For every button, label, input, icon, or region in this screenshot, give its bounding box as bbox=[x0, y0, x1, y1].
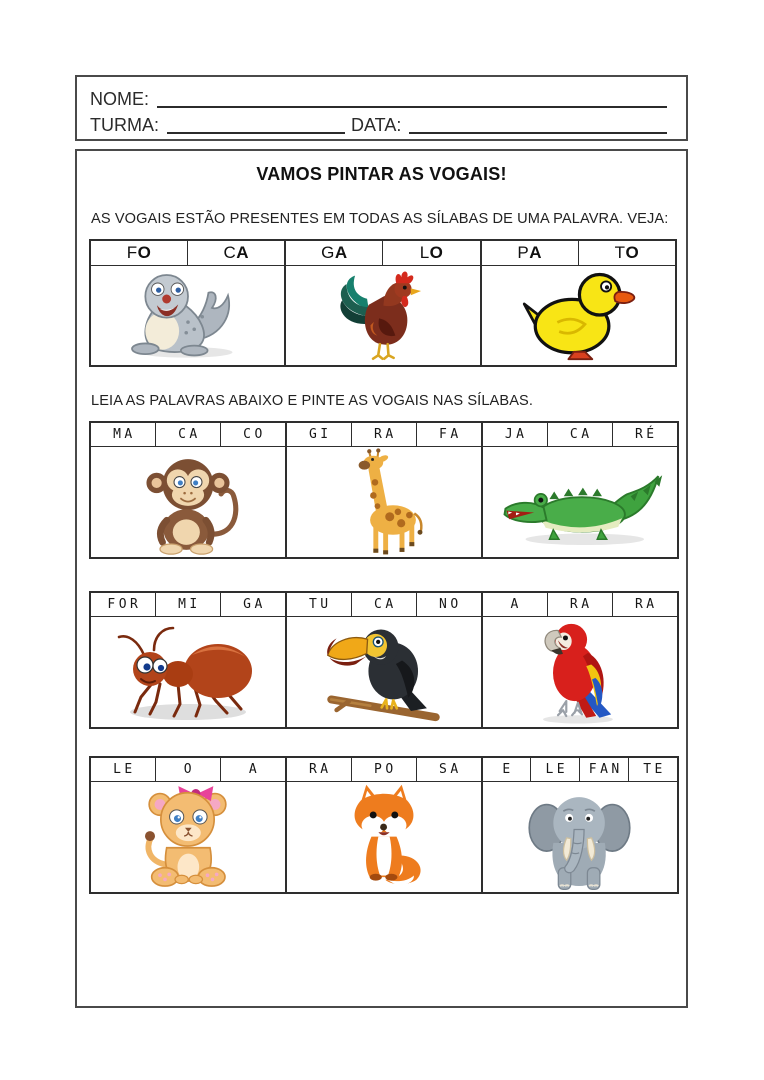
syllable-cell: RA bbox=[351, 422, 416, 446]
syllable-cell: E bbox=[482, 757, 531, 781]
student-info-box bbox=[75, 75, 688, 141]
name-label: NOME: bbox=[90, 89, 150, 110]
syllable-cell bbox=[90, 240, 188, 265]
foca-image-cell bbox=[90, 265, 285, 366]
syllable-consonant: L bbox=[419, 242, 430, 262]
fox-illustration bbox=[330, 783, 438, 891]
syllable-vowel: O bbox=[429, 242, 444, 262]
syllable-vowel: O bbox=[625, 242, 640, 262]
syllable-consonant: C bbox=[223, 242, 237, 262]
syllable-cell: FA bbox=[416, 422, 481, 446]
arara-image-cell bbox=[482, 616, 678, 728]
syllable-cell bbox=[481, 240, 579, 265]
name-blank-line bbox=[157, 90, 667, 108]
syllable-cell: CA bbox=[351, 592, 416, 616]
syllable-cell: CA bbox=[547, 422, 612, 446]
giraffe-illustration bbox=[338, 448, 430, 556]
syllable-cell: TU bbox=[286, 592, 351, 616]
macaco-image-cell bbox=[90, 446, 286, 558]
syllable-consonant: G bbox=[321, 242, 335, 262]
seal-illustration bbox=[108, 269, 268, 361]
syllable-cell: A bbox=[482, 592, 547, 616]
syllable-cell: TE bbox=[629, 757, 678, 781]
syllable-cell: RA bbox=[547, 592, 612, 616]
date-blank-line bbox=[409, 116, 667, 134]
syllable-consonant: F bbox=[126, 242, 138, 262]
pato-image-cell bbox=[481, 265, 676, 366]
elefante-image-cell bbox=[482, 781, 678, 893]
worksheet-body bbox=[75, 149, 688, 1008]
activity-table-2 bbox=[89, 591, 679, 729]
girafa-image-cell bbox=[286, 446, 482, 558]
activity-table-3 bbox=[89, 756, 679, 894]
example-instruction: AS VOGAIS ESTÃO PRESENTES EM TODAS AS SÍLABAS DE UMA PALAVRA. VEJA: bbox=[91, 211, 669, 227]
syllable-cell bbox=[578, 240, 676, 265]
syllable-cell bbox=[188, 240, 286, 265]
leoa-image-cell bbox=[90, 781, 286, 893]
image-row bbox=[90, 781, 678, 893]
syllable-cell: LE bbox=[531, 757, 580, 781]
activity-instruction: LEIA AS PALAVRAS ABAIXO E PINTE AS VOGAIS NAS SÍLABAS. bbox=[91, 393, 534, 409]
syllable-cell: CA bbox=[155, 422, 220, 446]
rooster-illustration bbox=[325, 267, 440, 363]
date-label: DATA: bbox=[351, 115, 402, 136]
syllable-cell bbox=[285, 240, 383, 265]
syllable-cell: LE bbox=[90, 757, 155, 781]
name-row bbox=[90, 84, 673, 110]
syllable-cell: RA bbox=[612, 592, 677, 616]
syllable-cell: MA bbox=[90, 422, 155, 446]
syllable-row bbox=[90, 592, 678, 616]
syllable-consonant: P bbox=[517, 242, 530, 262]
formiga-image-cell bbox=[90, 616, 286, 728]
macaw-illustration bbox=[520, 618, 640, 726]
syllable-cell: RÉ bbox=[612, 422, 677, 446]
syllable-vowel: A bbox=[334, 242, 348, 262]
syllable-cell: PO bbox=[351, 757, 416, 781]
galo-image-cell bbox=[285, 265, 480, 366]
syllable-cell: MI bbox=[155, 592, 220, 616]
syllable-row bbox=[90, 757, 678, 781]
ant-illustration bbox=[108, 619, 268, 724]
class-label: TURMA: bbox=[90, 115, 159, 136]
activity-table-1 bbox=[89, 421, 679, 559]
syllable-cell: FAN bbox=[580, 757, 629, 781]
example-syllable-row bbox=[90, 240, 676, 265]
tucano-image-cell bbox=[286, 616, 482, 728]
syllable-vowel: O bbox=[137, 242, 152, 262]
syllable-cell: CO bbox=[221, 422, 286, 446]
monkey-illustration bbox=[124, 449, 252, 555]
example-image-row bbox=[90, 265, 676, 366]
example-table bbox=[89, 239, 677, 367]
syllable-cell: A bbox=[221, 757, 286, 781]
syllable-cell: GA bbox=[221, 592, 286, 616]
syllable-vowel: A bbox=[529, 242, 543, 262]
class-blank-line bbox=[167, 116, 345, 134]
page-title: VAMOS PINTAR AS VOGAIS! bbox=[256, 164, 507, 184]
toucan-illustration bbox=[311, 618, 456, 726]
jacare-image-cell bbox=[482, 446, 678, 558]
syllable-cell: FOR bbox=[90, 592, 155, 616]
syllable-cell: RA bbox=[286, 757, 351, 781]
class-date-row bbox=[90, 110, 673, 136]
elephant-illustration bbox=[522, 783, 637, 891]
lioness-cub-illustration bbox=[125, 784, 250, 889]
syllable-cell: O bbox=[155, 757, 220, 781]
alligator-illustration bbox=[494, 454, 666, 550]
syllable-cell: GI bbox=[286, 422, 351, 446]
syllable-consonant: T bbox=[614, 242, 626, 262]
image-row bbox=[90, 446, 678, 558]
syllable-row bbox=[90, 422, 678, 446]
syllable-cell: NO bbox=[416, 592, 481, 616]
syllable-cell: JA bbox=[482, 422, 547, 446]
syllable-vowel: A bbox=[236, 242, 250, 262]
syllable-cell: SA bbox=[416, 757, 481, 781]
duck-illustration bbox=[516, 269, 641, 361]
image-row bbox=[90, 616, 678, 728]
raposa-image-cell bbox=[286, 781, 482, 893]
syllable-cell bbox=[383, 240, 481, 265]
